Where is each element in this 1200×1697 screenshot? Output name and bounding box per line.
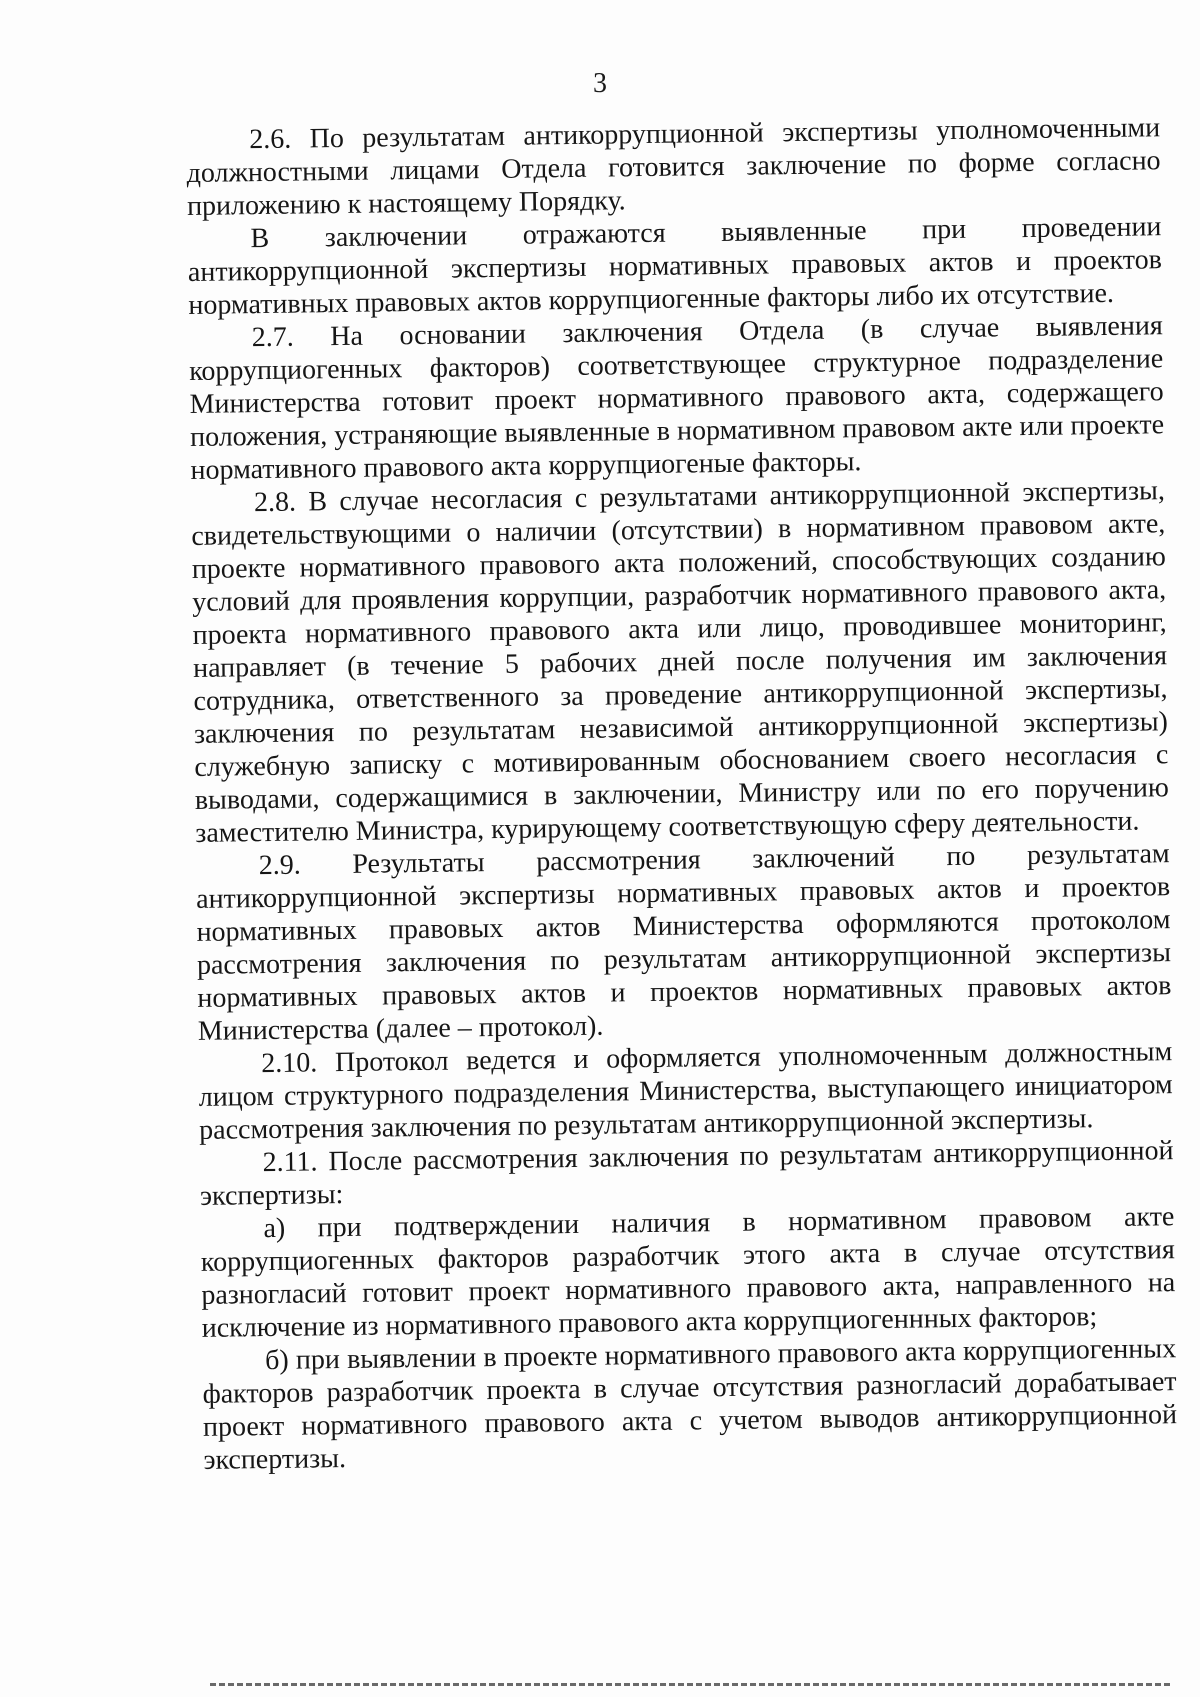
page-number: 3	[593, 68, 607, 99]
scan-edge-line	[210, 1683, 1170, 1686]
paragraph-2-6-conclusion: В заключении отражаются выявленные при проведении антикоррупционной экспертизы нормативных правовых актов и проектов нормативных правовых актов коррупциогенные факторы либо их отсутствие.	[187, 211, 1163, 321]
paragraph-2-7: 2.7. На основании заключения Отдела (в случае выявления коррупциогенных факторов) соответствующее структурное подразделение Министерства готовит проект нормативного правового акта, содержащего положения, устраняющие выявленные в нормативном правовом акте или проекте нормативного правового акта коррупциогеные факторы.	[189, 310, 1165, 486]
paragraph-2-9: 2.9. Результаты рассмотрения заключений по результатам антикоррупционной экспертизы нормативных правовых актов и проектов нормативных правовых актов Министерства оформляются протоколом рассмотрения заключения по результатам антикоррупционной экспертизы нормативных правовых актов и проектов нормативных правовых актов Министерства (далее – протокол).	[195, 838, 1172, 1047]
paragraph-2-8: 2.8. В случае несогласия с результатами антикоррупционной экспертизы, свидетельствующими о наличии (отсутствии) в нормативном правовом акте, проекте нормативного правового акта положений, способствующих созданию условий для проявления коррупции, разработчик нормативного правового акта, проекта нормативного правового акта или лицо, проводившее мониторинг, направляет (в течение 5 рабочих дней после получения им заключения сотрудника, ответственного за проведение антикоррупционной экспертизы, заключения по результатам независимой антикоррупционной экспертизы) служебную записку с мотивированным обоснованием своего несогласия с выводами, содержащимися в заключении, Министру или по его поручению заместителю Министра, курирующему соответствующую сферу деятельности.	[191, 475, 1169, 849]
paragraph-2-11-b: б) при выявлении в проекте нормативного правового акта коррупциогенных факторов разработчик проекта в случае отсутствия разногласий дорабатывает проект нормативного правового акта с учетом выводов антикоррупционной экспертизы.	[202, 1333, 1178, 1476]
paragraph-2-10: 2.10. Протокол ведется и оформляется уполномоченным должностным лицом структурного подразделения Министерства, выступающего инициатором рассмотрения заключения по результатам антикоррупционной экспертизы.	[198, 1036, 1173, 1146]
paragraph-2-6: 2.6. По результатам антикоррупционной экспертизы уполномоченными должностными лицами Отдела готовится заключение по форме согласно приложению к настоящему Порядку.	[186, 112, 1161, 222]
paragraph-2-11: 2.11. После рассмотрения заключения по результатам антикоррупционной экспертизы:	[199, 1135, 1174, 1212]
paragraph-2-11-a: а) при подтверждении наличия в нормативном правовом акте коррупциогенных факторов разработчик этого акта в случае отсутствия разногласий готовит проект нормативного правового акта, направленного на исключение из нормативного правового акта коррупциогеннных факторов;	[200, 1201, 1176, 1344]
document-body	[186, 111, 1178, 1477]
